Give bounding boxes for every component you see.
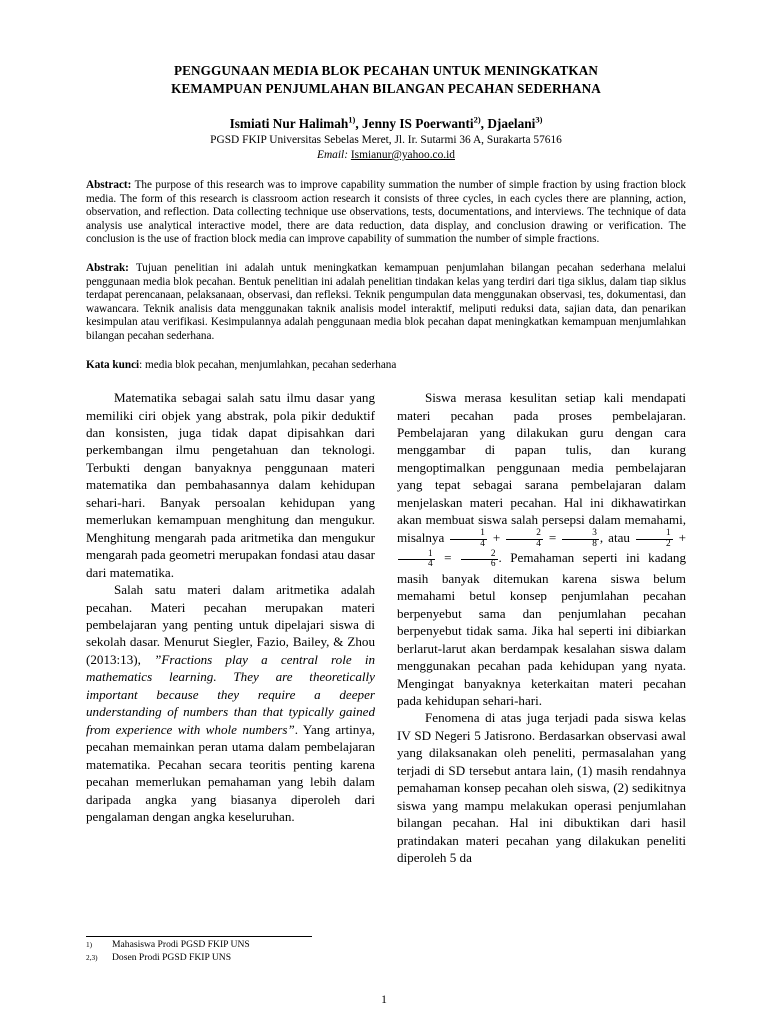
- footnote-text: Dosen Prodi PGSD FKIP UNS: [112, 951, 232, 963]
- abstract-english: [86, 179, 686, 247]
- math-operator-plus-1: +: [487, 529, 506, 545]
- math-connector-atau: , atau: [599, 529, 635, 545]
- paper-title: [86, 62, 686, 98]
- left-paragraph-2-intro: Salah satu materi dalam aritmetika adalah pecahan. Materi pecahan merupakan materi pembelajaran yang penting untuk dipelajari siswa di sekolah dasar. Menurut Siegler, Fazio, Bailey, & Zhou (2013:13),: [86, 582, 375, 667]
- author-separator-1: ,: [355, 116, 363, 131]
- fraction-denominator: 4: [398, 559, 435, 570]
- keywords-line: [86, 359, 686, 373]
- fraction-denominator: 2: [636, 539, 673, 550]
- abstract-english-label: Abstract:: [86, 179, 132, 191]
- fraction-denominator: 4: [450, 539, 487, 550]
- footnote-separator-rule: [86, 936, 312, 937]
- math-operator-equals-1: =: [543, 529, 562, 545]
- right-paragraph-2: Fenomena di atas juga terjadi pada siswa kelas IV SD Negeri 5 Jatisrono. Berdasarkan observasi awal yang dilaksanakan oleh peneliti, permasalahan yang terjadi di SD tersebut antara lain, (1) masih rendahnya pemahaman konsep pecahan oleh siswa, (2) sedikitnya siswa yang mampu melakukan operasi penjumlahan bilangan pecahan. Hal ini dibuktikan dari hasil pratindakan materi pecahan yang dilakukan peneliti diperoleh 5 da: [397, 710, 686, 866]
- fraction-numerator: 3: [592, 527, 597, 538]
- fraction-one-quarter-a: [450, 529, 487, 549]
- left-paragraph-1: Matematika sebagai salah satu ilmu dasar yang memiliki ciri objek yang abstrak, pola pikir deduktif dan konsisten, juga tidak dapat dipisahkan dari perkembangan ilmu pengetahuan dan teknologi. Terbukti dengan banyaknya penggunaan materi matematika dan pembahasannya dalam kehidupan sehari-hari. Banyak persoalan kehidupan yang memerlukan kemampuan menghitung dan mengukur. Menghitung mengarah pada aritmetika dan mengukur mengarah pada geometri merupakan fondasi atau dasar dari matematika.: [86, 390, 375, 580]
- left-paragraph-2: [86, 581, 375, 825]
- page-number: 1: [381, 993, 387, 1006]
- email-label: Email:: [317, 149, 349, 161]
- keywords-label: Kata kunci: [86, 358, 140, 371]
- body-columns: [86, 389, 686, 866]
- footnote-area: [86, 936, 329, 964]
- fraction-numerator: 1: [480, 527, 485, 538]
- fraction-numerator: 1: [665, 527, 671, 538]
- math-operator-equals-2: =: [435, 550, 460, 566]
- title-line-2: KEMAMPUAN PENJUMLAHAN BILANGAN PECAHAN SEDERHANA: [171, 81, 601, 96]
- abstract-indonesian: [86, 262, 686, 344]
- abstract-english-text: The purpose of this research was to improve capability summation the number of simple fraction by using fraction block media. The form of this research is classroom action research it consists of three cycles, in each cycles there are planning, action, observation, and reflection. Data collecting technique use observations, tests, documentations, and interviews. The technique of data analysis use analytical interactive model, there are data reduction, data display, and conclusion drawing or verification. The conclusion is the use of fraction block media can improve capability of summation the number of simple fractions.: [86, 179, 686, 246]
- footnote-marker: 1): [86, 940, 93, 949]
- right-paragraph-1-part-1: Siswa merasa kesulitan setiap kali mendapati materi pecahan pada proses pembelajaran. Pembelajaran yang dilakukan guru dengan cara menggambar di papan tulis, dan kurang mengoptimalkan penggunaan media pembelajaran yang tepat sebagai sarana pembelajaran dalam menjelaskan materi pecahan. Hal ini dikhawatirkan akan membuat siswa salah persepsi dalam memahami, misalnya: [397, 390, 686, 545]
- footnote-marker: 2,3): [86, 952, 98, 962]
- author-name-3: Djaelani: [487, 116, 536, 131]
- fraction-numerator: 1: [428, 548, 433, 559]
- fraction-denominator: 6: [461, 559, 498, 570]
- title-line-1: PENGGUNAAN MEDIA BLOK PECAHAN UNTUK MENINGKATKAN: [173, 63, 598, 78]
- siegler-quotation: ”Fractions play a central role in mathematics learning. They are theoretically important because they require a deeper understanding of numbers than that typically gained from experience with whole numbers”: [86, 651, 376, 737]
- email-address[interactable]: Ismianur@yahoo.co.id: [350, 149, 455, 161]
- affiliation: PGSD FKIP Universitas Sebelas Meret, Jl. Ir. Sutarmi 36 A, Surakarta 57616: [210, 134, 562, 146]
- right-paragraph-1: [397, 389, 686, 709]
- email-line: [86, 148, 686, 163]
- author-sup-1: 1): [348, 114, 356, 125]
- fraction-one-half: [636, 529, 673, 549]
- body-column-left: [86, 389, 375, 866]
- fraction-three-eighths: [562, 529, 599, 549]
- fraction-numerator: 2: [536, 527, 541, 538]
- abstract-indonesian-label: Abstrak:: [86, 261, 129, 274]
- body-column-right: [397, 389, 686, 866]
- footnote-text: Mahasiswa Prodi PGSD FKIP UNS: [112, 939, 250, 950]
- fraction-numerator: 2: [490, 548, 496, 559]
- fraction-two-sixths: [461, 550, 498, 570]
- author-name-1: Ismiati Nur Halimah: [229, 116, 349, 131]
- fraction-one-quarter-b: [398, 550, 435, 570]
- author-list: [86, 116, 686, 132]
- fraction-two-quarters: [506, 529, 543, 549]
- paper-content: [86, 62, 686, 867]
- author-sup-3: 3): [535, 114, 543, 125]
- author-name-2: Jenny IS Poerwanti: [362, 116, 474, 131]
- left-paragraph-2-outro: . Yang artinya, pecahan memainkan peran utama dalam pembelajaran matematika. Pecahan secara teoritis penting karena pecahan memerlukan pemahaman yang lebih dalam daripada angka yang biasanya diperoleh dari pengalaman dengan angka keseluruhan.: [86, 721, 375, 824]
- footnote-item: [86, 952, 329, 965]
- abstract-indonesian-text: Tujuan penelitian ini adalah untuk meningkatkan kemampuan penjumlahan bilangan pecahan sederhana melalui penggunaan media blok pecahan. Bentuk penelitian ini adalah penelitian tindakan kelas yang terdiri dari tiga siklus, dalam tiap siklus terdapat perencanaan, pelaksanaan, observasi, dan refleksi. Teknik pengumpulan data menggunakan observasi, tes, dokumentasi, dan wawancara. Teknik analisis data menggunakan taknik analisis model interaktif, meliputi reduksi data, sajian data, dan penarikan kesimpulan atau verifikasi. Kesimpulannya adalah penggunaan media blok pecahan dapat meningkatkan kemampuan menjumlahkan bilangan pecahan sederhana.: [86, 261, 686, 342]
- fraction-denominator: 8: [562, 539, 599, 550]
- math-operator-plus-2: +: [673, 529, 686, 545]
- fraction-denominator: 4: [506, 539, 543, 550]
- keywords-text: : media blok pecahan, menjumlahkan, pecahan sederhana: [139, 358, 397, 371]
- author-sup-2: 2): [473, 114, 481, 125]
- footnote-item: [86, 939, 329, 952]
- right-paragraph-1-part-2: . Pemahaman seperti ini kadang masih banyak ditemukan karena siswa belum memahami betul konsep penjumlahan pecahan berpenyebut sama dan penjumlahan pecahan berpenyebut tidak sama. Jika hal seperti ini dibiarkan berlarut-larut akan berdampak kesalahan siswa dalam menggunakan pecahan pada kehidupan yang nyata. Mengingat banyaknya keterkaitan materi pecahan pada kehidupan sehari-hari.: [397, 550, 686, 709]
- author-separator-2: ,: [480, 116, 488, 131]
